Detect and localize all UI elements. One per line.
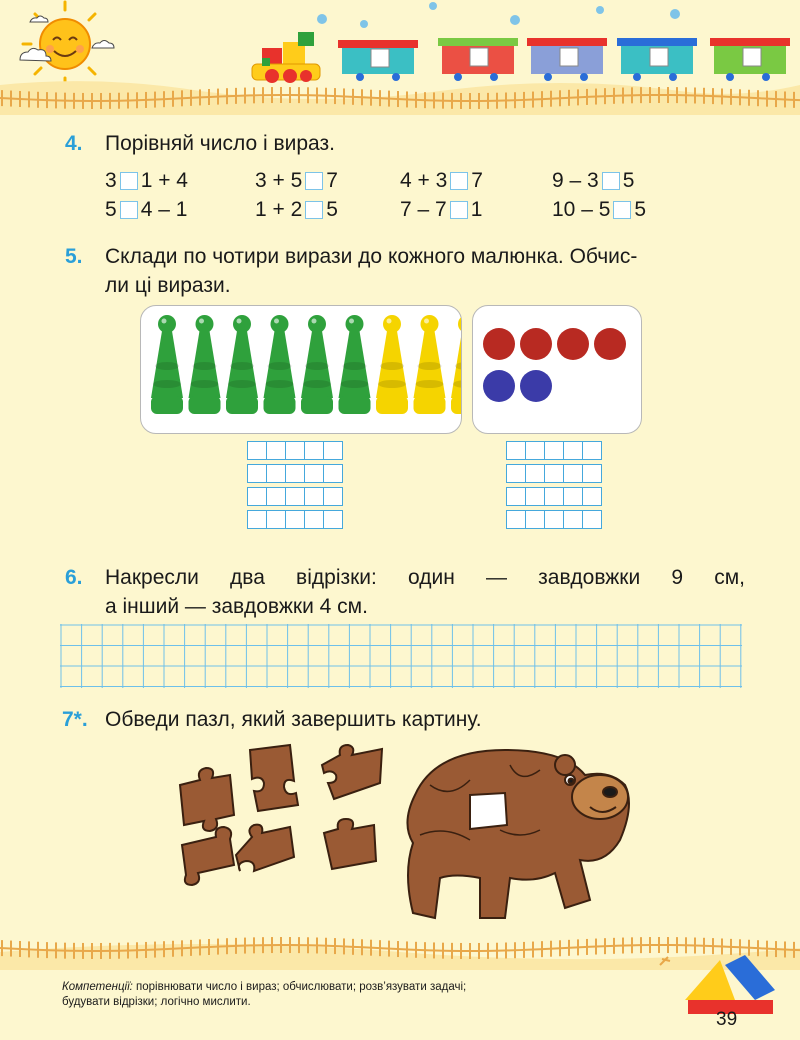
- comparison-right: 1 + 4: [140, 169, 188, 192]
- comparison-answer-box[interactable]: [120, 201, 138, 219]
- answer-cell[interactable]: [305, 488, 324, 506]
- competencies-line-1: [62, 980, 466, 995]
- task-7-number: 7*.: [62, 708, 88, 731]
- task-4-number: 4.: [65, 132, 83, 155]
- answer-cell[interactable]: [248, 488, 267, 506]
- puzzle-piece-3: [322, 745, 382, 799]
- task-5-number: 5.: [65, 245, 83, 268]
- comparison-left: 3: [105, 169, 117, 192]
- green-pin: [189, 315, 221, 414]
- answer-cell[interactable]: [526, 465, 545, 483]
- answer-cell[interactable]: [583, 511, 602, 529]
- answer-cell[interactable]: [583, 488, 602, 506]
- answer-cell[interactable]: [267, 511, 286, 529]
- answer-cell[interactable]: [545, 488, 564, 506]
- competencies-line-2: будувати відрізки; логічно мислити.: [62, 996, 251, 1008]
- answer-cell[interactable]: [564, 488, 583, 506]
- bear-puzzle: [407, 750, 629, 918]
- balls-picture: [472, 305, 642, 434]
- comparison-left: 5: [105, 198, 117, 221]
- comparison-right: 4 – 1: [140, 198, 188, 221]
- comparison-right: 7: [471, 169, 483, 192]
- balls-illustration: [473, 306, 641, 433]
- answer-cell[interactable]: [324, 465, 343, 483]
- answer-cell[interactable]: [267, 465, 286, 483]
- puzzle-illustration: [170, 735, 630, 925]
- answer-cell[interactable]: [583, 442, 602, 460]
- blue-ball: [483, 370, 515, 402]
- comparison-left: 9 – 3: [552, 169, 599, 192]
- comparison-right: 5: [622, 169, 635, 192]
- puzzle-piece-2: [250, 745, 298, 811]
- comparison-answer-box[interactable]: [602, 172, 620, 190]
- red-ball: [594, 328, 626, 360]
- comparison-answer-box[interactable]: [450, 201, 468, 219]
- green-pin: [151, 315, 183, 414]
- answer-cell[interactable]: [324, 488, 343, 506]
- green-pin: [301, 315, 333, 414]
- comparison-1-1: [105, 169, 188, 193]
- comparison-answer-box[interactable]: [305, 201, 323, 219]
- comparison-answer-box[interactable]: [120, 172, 138, 190]
- puzzle-piece-1: [180, 768, 234, 831]
- competencies-text-1: порівнювати число і вираз; обчислювати; розв’язувати задачі;: [132, 981, 467, 993]
- answer-cell[interactable]: [507, 465, 526, 483]
- comparison-left: 4 + 3: [400, 169, 448, 192]
- answer-cell[interactable]: [545, 465, 564, 483]
- answer-cell[interactable]: [267, 488, 286, 506]
- answer-cell[interactable]: [507, 511, 526, 529]
- answer-cell[interactable]: [507, 442, 526, 460]
- yellow-pin: [376, 315, 408, 414]
- blue-ball: [520, 370, 552, 402]
- comparison-2-2: [255, 198, 338, 222]
- drawing-grid[interactable]: [60, 624, 742, 688]
- comparison-right: 5: [634, 198, 647, 221]
- puzzle-piece-5: [236, 825, 294, 871]
- page-corner-decoration: [640, 945, 790, 1025]
- pins-picture: [140, 305, 462, 434]
- comparison-answer-box[interactable]: [305, 172, 323, 190]
- red-ball: [520, 328, 552, 360]
- answer-cell[interactable]: [305, 511, 324, 529]
- answer-cell[interactable]: [545, 511, 564, 529]
- train-wagons-icon: [338, 38, 790, 81]
- answer-cell[interactable]: [564, 442, 583, 460]
- answer-cell[interactable]: [267, 442, 286, 460]
- answer-cell[interactable]: [324, 511, 343, 529]
- page-number: 39: [716, 1009, 738, 1030]
- answer-cell[interactable]: [526, 511, 545, 529]
- yellow-pin: [451, 315, 461, 414]
- task-5-line-2: ли ці вирази.: [105, 274, 231, 297]
- task-6-line-1: Накресли два відрізки: один — завдовжки 9 см,: [105, 566, 745, 589]
- answer-cell[interactable]: [305, 465, 324, 483]
- comparison-answer-box[interactable]: [613, 201, 631, 219]
- puzzle-piece-4: [182, 827, 234, 885]
- task-7-text: Обведи пазл, який завершить картину.: [105, 708, 482, 731]
- answer-cell[interactable]: [324, 442, 343, 460]
- answer-cell[interactable]: [286, 488, 305, 506]
- answer-cell[interactable]: [564, 511, 583, 529]
- answer-cell[interactable]: [286, 465, 305, 483]
- comparison-2-1: [105, 198, 187, 222]
- comparison-left: 3 + 5: [255, 169, 303, 192]
- comparison-1-2: [255, 169, 338, 193]
- answer-grid-left[interactable]: [247, 441, 343, 529]
- comparison-left: 10 – 5: [552, 198, 611, 221]
- answer-cell[interactable]: [248, 511, 267, 529]
- header-illustration: [0, 0, 800, 115]
- answer-cell[interactable]: [583, 465, 602, 483]
- pins-illustration: [141, 306, 461, 433]
- answer-cell[interactable]: [286, 442, 305, 460]
- answer-cell[interactable]: [305, 442, 324, 460]
- yellow-pin: [414, 315, 446, 414]
- answer-cell[interactable]: [564, 465, 583, 483]
- puzzle-piece-6: [324, 819, 376, 869]
- task-5-line-1: Склади по чотири вирази до кожного малюнка. Обчис-: [105, 245, 638, 268]
- train-locomotive-icon: [252, 32, 320, 83]
- answer-cell[interactable]: [526, 488, 545, 506]
- comparison-2-4: [552, 198, 646, 222]
- comparison-answer-box[interactable]: [450, 172, 468, 190]
- task-4-text: Порівняй число і вираз.: [105, 132, 335, 155]
- red-ball: [483, 328, 515, 360]
- answer-cell[interactable]: [248, 465, 267, 483]
- task-6-number: 6.: [65, 566, 83, 589]
- comparison-left: 7 – 7: [400, 198, 447, 221]
- green-pin: [264, 315, 296, 414]
- comparison-1-3: [400, 169, 483, 193]
- comparison-1-4: [552, 169, 634, 193]
- answer-cell[interactable]: [526, 442, 545, 460]
- answer-cell[interactable]: [545, 442, 564, 460]
- comparison-left: 1 + 2: [255, 198, 303, 221]
- comparison-right: 7: [326, 169, 338, 192]
- comparison-2-3: [400, 198, 482, 222]
- task-6-line-2: а інший — завдовжки 4 см.: [105, 595, 368, 618]
- competencies-label: Компетенції:: [62, 981, 133, 993]
- answer-cell[interactable]: [248, 442, 267, 460]
- green-pin: [339, 315, 371, 414]
- comparison-right: 5: [326, 198, 338, 221]
- answer-cell[interactable]: [507, 488, 526, 506]
- answer-cell[interactable]: [286, 511, 305, 529]
- answer-grid-right[interactable]: [506, 441, 602, 529]
- dragonfly-icon: [660, 957, 670, 965]
- green-pin: [226, 315, 258, 414]
- red-ball: [557, 328, 589, 360]
- comparison-right: 1: [470, 198, 483, 221]
